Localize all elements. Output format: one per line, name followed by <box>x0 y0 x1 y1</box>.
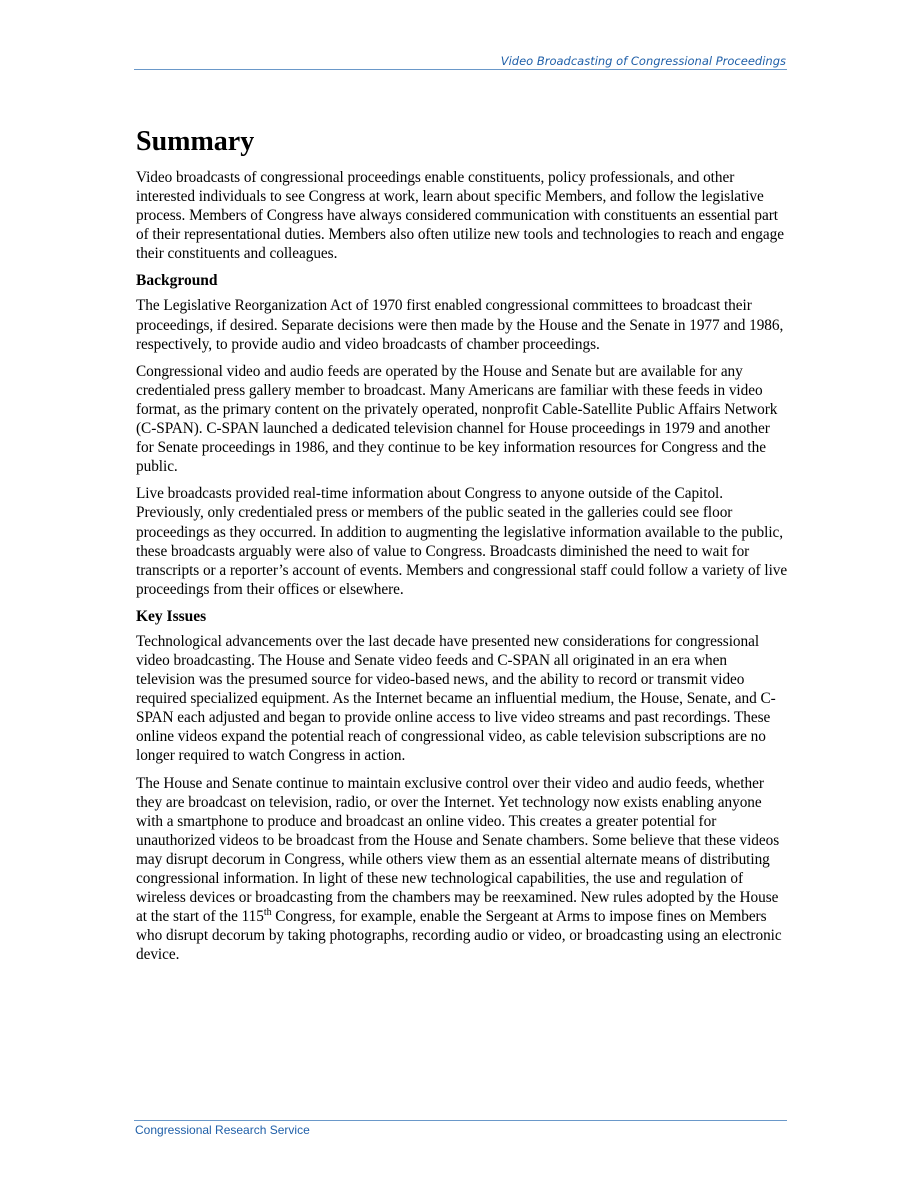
key-issues-paragraph-2 <box>136 774 788 965</box>
key-issues-paragraph-2-text: The House and Senate continue to maintain exclusive control over their video and audio feeds, whether they are broadcast on television, radio, or over the Internet. Yet technology now exists enabling anyone with a smartphone to produce and broadcast an online video. This creates a greater potential for unauthorized videos to be broadcast from the House and Senate chambers. Some believe that these videos may disrupt decorum in Congress, while others view them as an essential alternate means of distributing congressional information. In light of these new technological capabilities, the use and regulation of wireless devices or broadcasting from the chambers may be reexamined. New rules adopted by the House at the start of the 115 <box>136 774 780 926</box>
ordinal-superscript: th <box>263 907 272 919</box>
background-paragraph-1: The Legislative Reorganization Act of 1970 first enabled congressional committees to broadcast their proceedings, if desired. Separate decisions were then made by the House and the Senate in 1977 and 1986, respectively, to provide audio and video broadcasts of chamber proceedings. <box>136 297 784 353</box>
background-heading: Background <box>136 272 218 290</box>
footer-rule <box>134 1120 787 1121</box>
running-footer: Congressional Research Service <box>135 1123 310 1137</box>
running-header: Video Broadcasting of Congressional Proceedings <box>500 54 786 68</box>
key-issues-paragraph-2-continuation: Congress, for example, enable the Sergeant at Arms to impose fines on Members who disrupt decorum by taking photographs, recording audio or video, or broadcasting using an electronic device. <box>136 908 782 964</box>
summary-intro-paragraph: Video broadcasts of congressional proceedings enable constituents, policy professionals, and other interested individuals to see Congress at work, learn about specific Members, and follow the legislative process. Members of Congress have always considered communication with constituents an essential part of their representational duties. Members also often utilize new tools and technologies to reach and engage their constituents and colleagues. <box>136 169 784 263</box>
background-paragraph-2: Congressional video and audio feeds are operated by the House and Senate but are available for any credentialed press gallery member to broadcast. Many Americans are familiar with these feeds in video format, as the primary content on the privately operated, nonprofit Cable-Satellite Public Affairs Network (C-SPAN). C-SPAN launched a dedicated television channel for House proceedings in 1979 and another for Senate proceedings in 1986, and they continue to be key information resources for Congress and the public. <box>136 362 778 476</box>
key-issues-paragraph-1: Technological advancements over the last decade have presented new considerations for congressional video broadcasting. The House and Senate video feeds and C-SPAN all originated in an era when television was the presumed source for video-based news, and the ability to record or transmit video required specialized equipment. As the Internet became an influential medium, the House, Senate, and C-SPAN each adjusted and began to provide online access to live video streams and past recordings. These online videos expand the potential reach of congressional video, as cable television subscriptions are no longer required to watch Congress in action. <box>136 632 776 765</box>
key-issues-heading: Key Issues <box>136 607 207 625</box>
summary-heading: Summary <box>136 126 255 157</box>
background-paragraph-3: Live broadcasts provided real-time information about Congress to anyone outside of the Capitol. Previously, only credentialed press or members of the public seated in the galleries could see floor proceedings as they occurred. In addition to augmenting the legislative information available to the public, these broadcasts arguably were also of value to Congress. Broadcasts diminished the need to wait for transcripts or a reporter’s account of events. Members and congressional staff could follow a variety of live proceedings from their offices or elsewhere. <box>136 485 788 598</box>
header-rule <box>134 69 787 70</box>
main-content <box>136 124 788 972</box>
